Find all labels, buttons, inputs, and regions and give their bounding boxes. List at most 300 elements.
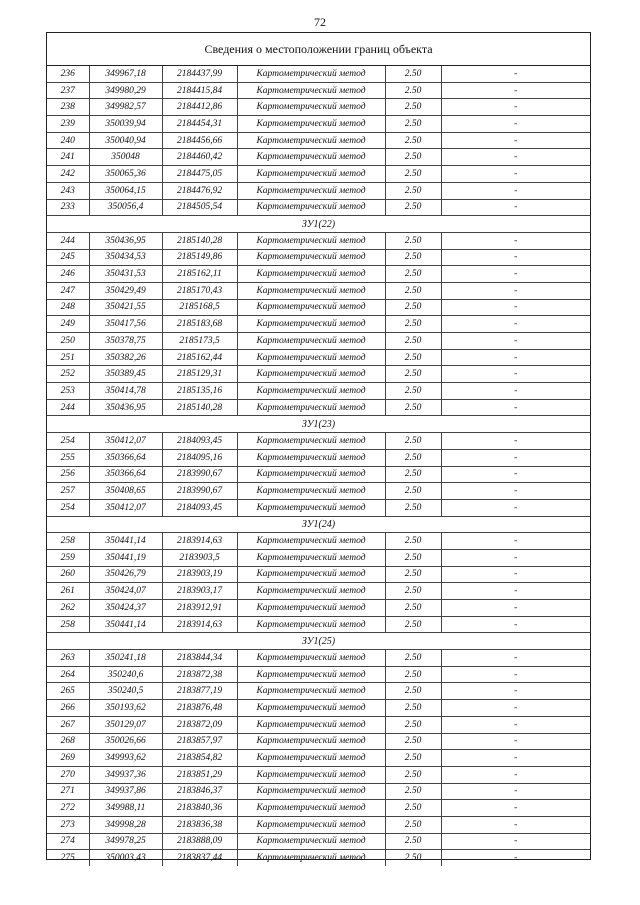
coordinate-x: 350366,64 [89, 449, 162, 466]
coordinate-y: 2184415,84 [162, 82, 237, 99]
accuracy-cell: 2.50 [385, 399, 441, 416]
coordinate-x: 350056,4 [89, 199, 162, 216]
description-cell: - [441, 132, 590, 149]
coordinate-y: 2183844,34 [162, 650, 237, 667]
accuracy-cell: 2.50 [385, 466, 441, 483]
coordinate-y: 2183876,48 [162, 700, 237, 717]
coordinate-y: 2183912,91 [162, 600, 237, 617]
description-cell: - [441, 783, 590, 800]
accuracy-cell: 2.50 [385, 716, 441, 733]
description-cell: - [441, 366, 590, 383]
section-row [47, 516, 590, 533]
accuracy-cell: 2.50 [385, 800, 441, 817]
method-cell: Картометрический метод [237, 366, 385, 383]
point-number: 260 [47, 566, 89, 583]
accuracy-cell: 2.50 [385, 383, 441, 400]
accuracy-cell: 2.50 [385, 449, 441, 466]
description-cell: - [441, 333, 590, 350]
point-number: 237 [47, 82, 89, 99]
description-cell: - [441, 249, 590, 266]
method-cell: Картометрический метод [237, 850, 385, 866]
method-cell: Картометрический метод [237, 800, 385, 817]
table-row [47, 666, 590, 683]
point-number: 252 [47, 366, 89, 383]
coordinate-x: 350408,65 [89, 483, 162, 500]
table-row [47, 182, 590, 199]
accuracy-cell: 2.50 [385, 316, 441, 333]
coordinate-x: 350064,15 [89, 182, 162, 199]
description-cell: - [441, 833, 590, 850]
method-cell: Картометрический метод [237, 700, 385, 717]
description-cell: - [441, 850, 590, 866]
accuracy-cell: 2.50 [385, 66, 441, 82]
method-cell: Картометрический метод [237, 282, 385, 299]
table-row [47, 266, 590, 283]
table-row [47, 282, 590, 299]
coordinate-x: 350441,14 [89, 533, 162, 550]
coordinate-x: 350412,07 [89, 499, 162, 516]
coordinate-y: 2184505,54 [162, 199, 237, 216]
method-cell: Картометрический метод [237, 566, 385, 583]
description-cell: - [441, 733, 590, 750]
table-row [47, 349, 590, 366]
description-cell: - [441, 399, 590, 416]
method-cell: Картометрический метод [237, 600, 385, 617]
point-number: 254 [47, 499, 89, 516]
coordinate-y: 2183914,63 [162, 616, 237, 633]
point-number: 262 [47, 600, 89, 617]
coordinate-x: 350412,07 [89, 433, 162, 450]
table-row [47, 566, 590, 583]
coordinate-y: 2185162,11 [162, 266, 237, 283]
coordinate-y: 2184093,45 [162, 433, 237, 450]
coordinate-x: 350421,55 [89, 299, 162, 316]
table-row [47, 766, 590, 783]
accuracy-cell: 2.50 [385, 249, 441, 266]
accuracy-cell: 2.50 [385, 433, 441, 450]
point-number: 244 [47, 232, 89, 249]
point-number: 244 [47, 399, 89, 416]
method-cell: Картометрический метод [237, 383, 385, 400]
point-number: 270 [47, 766, 89, 783]
table-row [47, 399, 590, 416]
table-row [47, 483, 590, 500]
description-cell: - [441, 383, 590, 400]
accuracy-cell: 2.50 [385, 583, 441, 600]
coordinate-x: 350436,95 [89, 399, 162, 416]
coordinate-x: 350414,78 [89, 383, 162, 400]
point-number: 245 [47, 249, 89, 266]
point-number: 258 [47, 533, 89, 550]
point-number: 256 [47, 466, 89, 483]
point-number: 274 [47, 833, 89, 850]
coordinate-y: 2184476,92 [162, 182, 237, 199]
table-row [47, 733, 590, 750]
point-number: 263 [47, 650, 89, 667]
coordinate-x: 350441,19 [89, 549, 162, 566]
coordinate-y: 2183990,67 [162, 483, 237, 500]
coordinate-x: 350240,6 [89, 666, 162, 683]
description-cell: - [441, 116, 590, 133]
coordinate-y: 2185170,43 [162, 282, 237, 299]
point-number: 266 [47, 700, 89, 717]
coordinate-x: 349980,29 [89, 82, 162, 99]
coordinate-y: 2183854,82 [162, 750, 237, 767]
coordinate-y: 2184437,99 [162, 66, 237, 82]
coordinate-x: 350434,53 [89, 249, 162, 266]
coordinates-table [47, 66, 590, 866]
accuracy-cell: 2.50 [385, 116, 441, 133]
table-row [47, 249, 590, 266]
method-cell: Картометрический метод [237, 449, 385, 466]
table-row [47, 449, 590, 466]
coordinate-y: 2184454,31 [162, 116, 237, 133]
accuracy-cell: 2.50 [385, 650, 441, 667]
table-row [47, 600, 590, 617]
coordinate-x: 350426,79 [89, 566, 162, 583]
description-cell: - [441, 666, 590, 683]
accuracy-cell: 2.50 [385, 99, 441, 116]
coordinate-x: 349982,57 [89, 99, 162, 116]
coordinate-x: 350193,62 [89, 700, 162, 717]
point-number: 267 [47, 716, 89, 733]
description-cell: - [441, 149, 590, 166]
accuracy-cell: 2.50 [385, 333, 441, 350]
coordinate-x: 350389,45 [89, 366, 162, 383]
accuracy-cell: 2.50 [385, 132, 441, 149]
point-number: 249 [47, 316, 89, 333]
table-row [47, 433, 590, 450]
accuracy-cell: 2.50 [385, 232, 441, 249]
coordinate-x: 350436,95 [89, 232, 162, 249]
coordinates-table-body [47, 66, 590, 866]
section-row [47, 416, 590, 433]
accuracy-cell: 2.50 [385, 549, 441, 566]
point-number: 233 [47, 199, 89, 216]
method-cell: Картометрический метод [237, 783, 385, 800]
coordinate-y: 2185135,16 [162, 383, 237, 400]
coordinate-x: 350026,66 [89, 733, 162, 750]
method-cell: Картометрический метод [237, 66, 385, 82]
point-number: 247 [47, 282, 89, 299]
method-cell: Картометрический метод [237, 349, 385, 366]
table-row [47, 366, 590, 383]
accuracy-cell: 2.50 [385, 600, 441, 617]
coordinate-x: 349967,18 [89, 66, 162, 82]
table-row [47, 199, 590, 216]
description-cell: - [441, 282, 590, 299]
coordinate-x: 350424,07 [89, 583, 162, 600]
description-cell: - [441, 449, 590, 466]
page-number: 72 [314, 15, 326, 29]
coordinate-x: 350366,64 [89, 466, 162, 483]
table-row [47, 716, 590, 733]
table-row [47, 466, 590, 483]
point-number: 273 [47, 816, 89, 833]
method-cell: Картометрический метод [237, 499, 385, 516]
coordinate-y: 2183857,97 [162, 733, 237, 750]
accuracy-cell: 2.50 [385, 166, 441, 183]
description-cell: - [441, 66, 590, 82]
table-row [47, 800, 590, 817]
accuracy-cell: 2.50 [385, 199, 441, 216]
description-cell: - [441, 316, 590, 333]
description-cell: - [441, 499, 590, 516]
coordinate-x: 350039,94 [89, 116, 162, 133]
accuracy-cell: 2.50 [385, 299, 441, 316]
table-row [47, 383, 590, 400]
description-cell: - [441, 816, 590, 833]
accuracy-cell: 2.50 [385, 766, 441, 783]
table-row [47, 132, 590, 149]
coordinate-x: 350424,37 [89, 600, 162, 617]
coordinate-y: 2184412,86 [162, 99, 237, 116]
method-cell: Картометрический метод [237, 666, 385, 683]
description-cell: - [441, 600, 590, 617]
point-number: 261 [47, 583, 89, 600]
description-cell: - [441, 166, 590, 183]
description-cell: - [441, 650, 590, 667]
point-number: 243 [47, 182, 89, 199]
point-number: 239 [47, 116, 89, 133]
coordinate-y: 2183990,67 [162, 466, 237, 483]
method-cell: Картометрический метод [237, 650, 385, 667]
table-row [47, 850, 590, 866]
coordinate-x: 350065,36 [89, 166, 162, 183]
table-row [47, 750, 590, 767]
description-cell: - [441, 433, 590, 450]
coordinate-y: 2184475,05 [162, 166, 237, 183]
method-cell: Картометрический метод [237, 166, 385, 183]
accuracy-cell: 2.50 [385, 182, 441, 199]
coordinate-y: 2183851,29 [162, 766, 237, 783]
description-cell: - [441, 182, 590, 199]
method-cell: Картометрический метод [237, 583, 385, 600]
accuracy-cell: 2.50 [385, 499, 441, 516]
accuracy-cell: 2.50 [385, 366, 441, 383]
table-row [47, 116, 590, 133]
coordinate-y: 2185173,5 [162, 333, 237, 350]
description-cell: - [441, 349, 590, 366]
coordinate-y: 2183914,63 [162, 533, 237, 550]
coordinate-y: 2183836,38 [162, 816, 237, 833]
table-row [47, 299, 590, 316]
coordinate-y: 2185140,28 [162, 232, 237, 249]
coordinate-x: 349993,62 [89, 750, 162, 767]
coordinate-y: 2184460,42 [162, 149, 237, 166]
method-cell: Картометрический метод [237, 266, 385, 283]
point-number: 272 [47, 800, 89, 817]
coordinate-x: 349998,28 [89, 816, 162, 833]
coordinate-x: 350429,49 [89, 282, 162, 299]
method-cell: Картометрический метод [237, 833, 385, 850]
table-row [47, 616, 590, 633]
coordinates-sheet [46, 32, 591, 864]
coordinate-y: 2185162,44 [162, 349, 237, 366]
coordinate-x: 350378,75 [89, 333, 162, 350]
method-cell: Картометрический метод [237, 733, 385, 750]
point-number: 275 [60, 853, 75, 864]
coordinate-x: 350382,26 [89, 349, 162, 366]
point-number: 240 [47, 132, 89, 149]
accuracy-cell: 2.50 [385, 566, 441, 583]
table-row [47, 816, 590, 833]
section-row [47, 633, 590, 650]
description-cell: - [441, 716, 590, 733]
method-cell: Картометрический метод [237, 149, 385, 166]
point-number: 257 [47, 483, 89, 500]
description-cell: - [441, 483, 590, 500]
description-cell: - [441, 566, 590, 583]
method-cell: Картометрический метод [237, 433, 385, 450]
accuracy-cell: 2.50 [385, 733, 441, 750]
description-cell: - [441, 232, 590, 249]
description-cell: - [441, 99, 590, 116]
accuracy-cell: 2.50 [385, 816, 441, 833]
method-cell: Картометрический метод [237, 483, 385, 500]
description-cell: - [441, 750, 590, 767]
accuracy-cell: 2.50 [385, 82, 441, 99]
coordinate-x: 350003,43 [89, 850, 162, 866]
accuracy-cell: 2.50 [385, 266, 441, 283]
table-row [47, 549, 590, 566]
description-cell: - [441, 700, 590, 717]
method-cell: Картометрический метод [237, 616, 385, 633]
table-row [47, 82, 590, 99]
coordinate-x: 350048 [89, 149, 162, 166]
accuracy-cell: 2.50 [385, 850, 441, 866]
table-row [47, 499, 590, 516]
description-cell: - [441, 82, 590, 99]
description-cell: - [441, 199, 590, 216]
coordinate-y: 2185149,86 [162, 249, 237, 266]
sheet-title: Сведения о местоположении границ объекта [47, 33, 590, 66]
point-number: 241 [47, 149, 89, 166]
description-cell: - [441, 583, 590, 600]
coordinate-x: 350417,56 [89, 316, 162, 333]
table-row [47, 683, 590, 700]
coordinate-x: 350040,94 [89, 132, 162, 149]
description-cell: - [441, 766, 590, 783]
method-cell: Картометрический метод [237, 82, 385, 99]
table-row [47, 149, 590, 166]
point-number: 259 [47, 549, 89, 566]
coordinate-y: 2183872,09 [162, 716, 237, 733]
table-row [47, 700, 590, 717]
point-number: 253 [47, 383, 89, 400]
method-cell: Картометрический метод [237, 716, 385, 733]
accuracy-cell: 2.50 [385, 149, 441, 166]
section-label: ЗУ1(22) [47, 216, 590, 233]
method-cell: Картометрический метод [237, 232, 385, 249]
accuracy-cell: 2.50 [385, 783, 441, 800]
coordinate-y: 2183903,19 [162, 566, 237, 583]
method-cell: Картометрический метод [237, 249, 385, 266]
coordinate-y: 2185140,28 [162, 399, 237, 416]
coordinate-y: 2183903,17 [162, 583, 237, 600]
method-cell: Картометрический метод [237, 316, 385, 333]
coordinate-y: 2185129,31 [162, 366, 237, 383]
accuracy-cell: 2.50 [385, 700, 441, 717]
coordinate-x: 349978,25 [89, 833, 162, 850]
method-cell: Картометрический метод [237, 99, 385, 116]
point-number: 248 [47, 299, 89, 316]
point-number: 255 [47, 449, 89, 466]
accuracy-cell: 2.50 [385, 483, 441, 500]
point-number: 238 [47, 99, 89, 116]
point-number: 265 [47, 683, 89, 700]
method-cell: Картометрический метод [237, 182, 385, 199]
point-number: 264 [47, 666, 89, 683]
method-cell: Картометрический метод [237, 466, 385, 483]
accuracy-cell: 2.50 [385, 750, 441, 767]
method-cell: Картометрический метод [237, 683, 385, 700]
point-number: 269 [47, 750, 89, 767]
description-cell: - [441, 533, 590, 550]
table-row [47, 650, 590, 667]
description-cell: - [441, 299, 590, 316]
table-row [47, 166, 590, 183]
description-cell: - [441, 266, 590, 283]
table-row [47, 833, 590, 850]
method-cell: Картометрический метод [237, 816, 385, 833]
table-row [47, 783, 590, 800]
point-number: 271 [47, 783, 89, 800]
point-number: 258 [47, 616, 89, 633]
accuracy-cell: 2.50 [385, 666, 441, 683]
accuracy-cell: 2.50 [385, 282, 441, 299]
method-cell: Картометрический метод [237, 399, 385, 416]
coordinate-x: 350241,18 [89, 650, 162, 667]
section-label: ЗУ1(25) [47, 633, 590, 650]
accuracy-cell: 2.50 [385, 349, 441, 366]
accuracy-cell: 2.50 [385, 683, 441, 700]
coordinate-x: 350431,53 [89, 266, 162, 283]
coordinate-x: 350441,14 [89, 616, 162, 633]
coordinate-y: 2184456,66 [162, 132, 237, 149]
method-cell: Картометрический метод [237, 116, 385, 133]
coordinate-x: 349988,11 [89, 800, 162, 817]
table-row [47, 583, 590, 600]
method-cell: Картометрический метод [237, 199, 385, 216]
coordinate-y: 2184093,45 [162, 499, 237, 516]
table-row [47, 533, 590, 550]
point-number: 236 [47, 66, 89, 82]
table-row [47, 333, 590, 350]
description-cell: - [441, 616, 590, 633]
method-cell: Картометрический метод [237, 333, 385, 350]
coordinate-y: 2183837,44 [162, 850, 237, 866]
coordinate-x: 350129,07 [89, 716, 162, 733]
coordinate-x: 349937,86 [89, 783, 162, 800]
method-cell: Картометрический метод [237, 533, 385, 550]
description-cell: - [441, 800, 590, 817]
description-cell: - [441, 549, 590, 566]
description-cell: - [441, 683, 590, 700]
table-row [47, 66, 590, 82]
point-number: 254 [47, 433, 89, 450]
coordinate-x: 349937,36 [89, 766, 162, 783]
table-row [47, 99, 590, 116]
method-cell: Картометрический метод [237, 299, 385, 316]
coordinate-y: 2183888,09 [162, 833, 237, 850]
point-number: 268 [47, 733, 89, 750]
coordinate-y: 2183840,36 [162, 800, 237, 817]
method-cell: Картометрический метод [237, 766, 385, 783]
method-cell: Картометрический метод [237, 132, 385, 149]
table-row [47, 232, 590, 249]
coordinate-x: 350240,5 [89, 683, 162, 700]
